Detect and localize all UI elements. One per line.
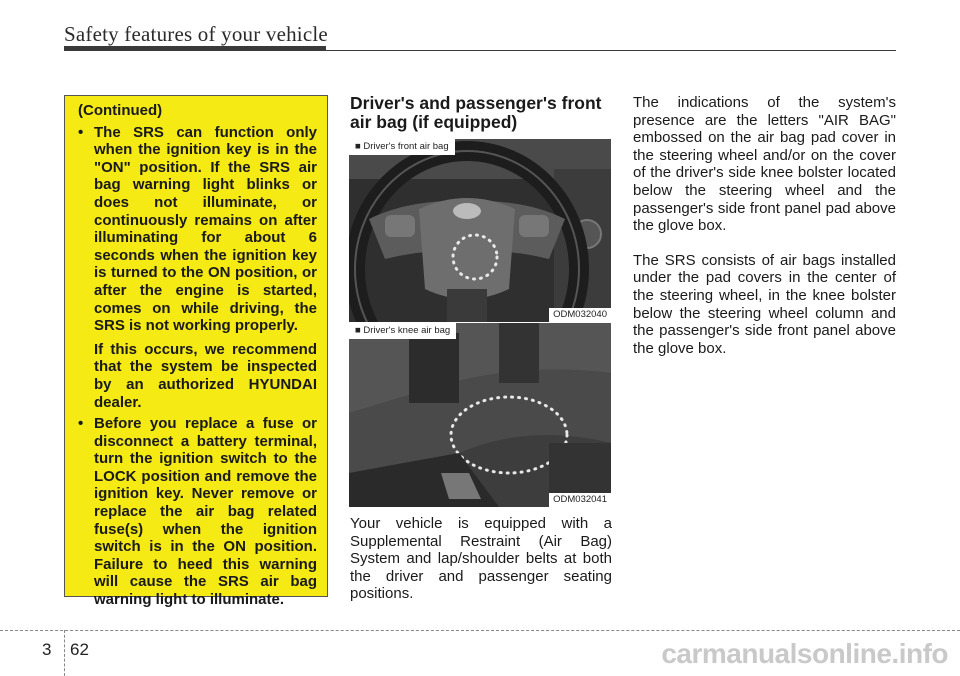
figure-code: ODM032041 [549, 493, 611, 507]
knee-bolster-illustration [349, 323, 611, 507]
warning-bullet [76, 415, 317, 609]
warning-bullet [76, 124, 317, 335]
warning-bullet-text: The SRS can function only when the ignition key is in the "ON" position. If the SRS air bag warning light blinks or does not illuminate, or continuously remains on after illuminating for about 6 seconds when the ignition key is turned to the ON position, or after the engine is started, comes on while driving, the SRS is not working properly. [94, 123, 317, 335]
figure-driver-knee-airbag [349, 322, 611, 507]
warning-continued-label: (Continued) [78, 102, 163, 119]
figure-caption-text: Driver's front air bag [363, 141, 449, 152]
body-paragraph: Your vehicle is equipped with a Supplemental Restraint (Air Bag) System and lap/shoulder belts at both the driver and passenger seating positions. [350, 515, 612, 603]
watermark-text: carmanualsonline.info [661, 638, 948, 669]
header-rule [64, 50, 896, 51]
warning-bullet-text: Before you replace a fuse or disconnect a battery terminal, turn the ignition switch to the LOCK position and remove the ignition key. Never remove or replace the air bag related fuse(s) when the ignition switch is in the ON position. Failure to heed this warning will cause the SRS air bag warning light to illuminate. [94, 415, 317, 609]
footer-divider [64, 630, 65, 676]
bullet-icon: • [78, 415, 84, 433]
chapter-number: 3 [42, 640, 52, 659]
body-paragraph: The indications of the system's presence are the letters "AIR BAG" embossed on the air bag pad cover in the steering wheel and/or on the cover of the driver's side knee bolster located below the steering wheel and the passenger's side front panel pad above the glove box. [633, 94, 896, 235]
figure-code: ODM032040 [549, 308, 611, 322]
figure-driver-front-airbag [349, 139, 611, 322]
warning-paragraph: If this occurs, we recommend that the system be inspected by an authorized HYUNDAI dealer. [94, 340, 317, 411]
page-number: 62 [70, 640, 89, 659]
steering-wheel-illustration [349, 139, 611, 322]
bullet-icon: • [78, 123, 84, 141]
section-heading: Driver's and passenger's front air bag (if equipped) [350, 93, 602, 132]
right-column [633, 94, 896, 374]
page-header-title: Safety features of your vehicle [64, 22, 328, 46]
footer-rule [0, 630, 960, 631]
figure-caption-text: Driver's knee air bag [363, 325, 451, 336]
warning-box [64, 95, 328, 609]
figure-caption: ■ Driver's front air bag [349, 139, 455, 155]
body-paragraph: The SRS consists of air bags installed under the pad covers in the center of the steering wheel, in the knee bolster below the steering wheel column and the passenger's side front panel above the glove box. [633, 251, 896, 357]
figure-caption: ■ Driver's knee air bag [349, 323, 456, 339]
